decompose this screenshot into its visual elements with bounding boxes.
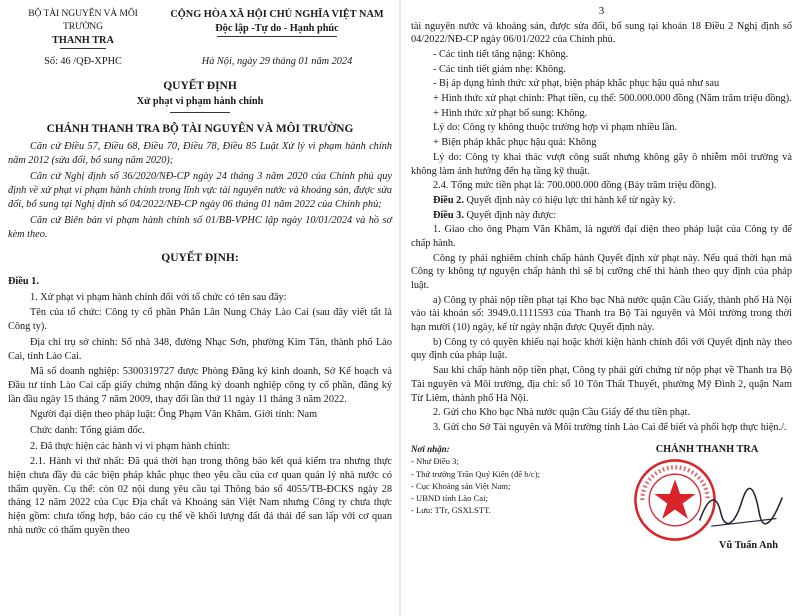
signer-name: Vũ Tuấn Anh xyxy=(719,539,778,551)
recipient-item: - Như Điều 3; xyxy=(411,456,459,467)
paragraph: Người đại diện theo pháp luật: Ông Phạm Văn Khâm. Giới tính: Nam xyxy=(30,409,318,421)
paragraph: 1. Giao cho ông Phạm Văn Khâm, là người đại diện theo pháp luật của Công ty để chấp hành. xyxy=(411,224,792,249)
paragraph: + Hình thức xử phạt chính: Phạt tiền, cụ thể: 500.000.000 đồng (Năm trăm triệu đồng). xyxy=(433,93,792,105)
legal-basis-item: Căn cứ Nghị định số 36/2020/NĐ-CP ngày 24 tháng 3 năm 2020 của Chính phủ quy định về xử phạt vi phạm hành chính trong lĩnh vực tài nguyên nước và khoáng sản, được sửa đổi, bổ sung tại Nghị định số 04/2022/NĐ-CP ngày 06 tháng 01 năm 2022 của Chính phủ; xyxy=(8,171,392,210)
signer-title: CHÁNH THANH TRA xyxy=(655,443,759,455)
legal-basis-item: Căn cứ Biên bản vi phạm hành chính số 01/BB-VPHC lập ngày 10/01/2024 và hồ sơ kèm theo. xyxy=(8,215,392,241)
paragraph: 1. Xử phạt vi phạm hành chính đối với tổ chức có tên sau đây: xyxy=(30,291,287,303)
article-2-text: Quyết định này có hiệu lực thi hành kể từ ngày ký. xyxy=(463,194,676,206)
legal-basis-item: Căn cứ Điều 57, Điều 68, Điều 70, Điều 78, Điều 85 Luật Xử lý vi phạm hành chính năm 2012 (sửa đổi, bổ sung năm 2020); xyxy=(8,141,392,166)
recipients xyxy=(411,443,601,517)
paragraph: - Các tình tiết tăng nặng: Không. xyxy=(433,49,569,60)
paragraph: - Bị áp dụng hình thức xử phạt, biện pháp khắc phục hậu quả như sau xyxy=(433,78,720,90)
page-number: 3 xyxy=(598,5,605,17)
title-rule xyxy=(170,112,230,113)
issuing-authority: CHÁNH THANH TRA BỘ TÀI NGUYÊN VÀ MÔI TRƯỜNG xyxy=(46,122,354,135)
paragraph: a) Công ty phải nộp tiền phạt tại Kho bạc Nhà nước quận Cầu Giấy, thành phố Hà Nội vào tài khoản số: 3949.0.1111593 của Thanh tra Bộ Tài nguyên và Môi trường trong thời hạn mười (10) ngày, kể từ ngày nhận được Quyết định này. xyxy=(411,294,792,334)
handwritten-signature-icon xyxy=(692,483,788,533)
document-header xyxy=(8,8,392,49)
document-date: Hà Nội, ngày 29 tháng 01 năm 2024 xyxy=(201,56,353,68)
paragraph: 3. Gửi cho Sở Tài nguyên và Môi trường tỉnh Lào Cai để biết và phối hợp thực hiện./. xyxy=(433,421,787,433)
document-meta xyxy=(8,55,392,69)
motto-rule xyxy=(217,36,337,37)
paragraph: Mã số doanh nghiệp: 5300319727 được Phòng Đăng ký kinh doanh, Sở Kế hoạch và Đầu tư tỉnh Lào Cai cấp giấy chứng nhận đăng ký doanh nghiệp công ty cổ phần, đăng ký lần đầu ngày 15 tháng 7 năm 2009, thay đổi lần thứ 11 ngày 11 tháng 3 năm 2022. xyxy=(8,366,392,405)
paragraph: Sau khi chấp hành nộp tiền phạt, Công ty phải gửi chứng từ nộp phạt về Thanh tra Bộ Tài nguyên và Môi trường, địa chỉ: số 10 Tôn Thất Thuyết, phường Mỹ Đình 2, quận Nam Từ Liêm, thành phố Hà Nội. xyxy=(411,365,792,404)
paragraph: + Biện pháp khắc phục hậu quả: Không xyxy=(433,137,597,149)
recipient-item: - Thứ trưởng Trần Quý Kiên (để b/c); xyxy=(411,468,540,479)
paragraph: 2. Gửi cho Kho bạc Nhà nước quận Cầu Giấy để thu tiền phạt. xyxy=(433,407,691,419)
article-3-heading: Điều 3. xyxy=(433,209,464,221)
paragraph: Công ty phải nghiêm chỉnh chấp hành Quyết định xử phạt này. Nếu quá thời hạn mà Công ty không tự nguyện chấp hành thì sẽ bị cưỡng chế thi hành theo quy định của pháp luật. xyxy=(411,252,792,291)
paragraph: Tên của tổ chức: Công ty cổ phần Phân Lân Nung Chảy Lào Cai (sau đây viết tắt là Công ty). xyxy=(8,307,392,333)
article-3-text: Quyết định này được: xyxy=(463,209,557,221)
unit-name: THANH TRA xyxy=(52,34,114,46)
penalty-details xyxy=(411,20,792,193)
header-rule xyxy=(60,48,106,49)
national-title xyxy=(162,8,392,49)
recipient-item: - Cục Khoáng sản Việt Nam; xyxy=(411,480,511,491)
article-3-body xyxy=(411,223,792,434)
article-1-body xyxy=(8,291,392,538)
paragraph: + Hình thức xử phạt bổ sung: Không. xyxy=(433,107,588,119)
article-2-heading: Điều 2. xyxy=(433,194,464,206)
paragraph: tài nguyên nước và khoáng sản, được sửa đổi, bổ sung tại khoản 18 Điều 2 Nghị định số 04/2022/NĐ-CP ngày 06/01/2022 của Chính phủ. xyxy=(411,20,792,46)
paragraph: 2.1. Hành vi thứ nhất: Đã quá thời hạn trong thông báo kết quả kiểm tra nhưng thực hiện chưa đầy đủ các biện pháp khắc phục theo yêu cầu của cơ quan quản lý nhà nước có thẩm quyền. Cụ thể: còn 02 nội dung yêu cầu tại Thông báo số 4055/TB-ĐCKS ngày 28 tháng 12 năm 2022 của Cục Địa chất và Khoáng sản Việt Nam nhưng Công ty chưa thực hiện gồm: chưa tổng hợp, báo cáo cụ thể về khối lượng đất đá thải để san lấp với cơ quan nhà nước có thẩm quyền theo xyxy=(8,456,392,536)
paragraph: 2. Đã thực hiện các hành vi vi phạm hành chính: xyxy=(30,440,230,452)
article-3 xyxy=(411,209,792,223)
document-number: Số: 46 /QĐ-XPHC xyxy=(44,56,122,68)
legal-basis xyxy=(8,140,392,242)
country-name: CỘNG HÒA XÃ HỘI CHỦ NGHĨA VIỆT NAM xyxy=(170,9,384,20)
paragraph: Chức danh: Tổng giám đốc. xyxy=(30,424,145,436)
signature-block xyxy=(411,443,792,551)
paragraph: Lý do: Công ty không thuộc trường hợp vi phạm nhiều lần. xyxy=(433,122,678,134)
issuing-agency xyxy=(8,8,158,49)
article-2 xyxy=(411,194,792,208)
paragraph: Lý do: Công ty khai thác vượt công suất nhưng không gây ô nhiễm môi trường và không làm ảnh hưởng đến hạ tầng kỹ thuật. xyxy=(411,151,792,177)
paragraph: b) Công ty có quyền khiếu nại hoặc khởi kiện hành chính đối với Quyết định này theo quy định của pháp luật. xyxy=(411,336,792,362)
recipients-heading: Nơi nhận: xyxy=(411,443,450,454)
paragraph: - Các tình tiết giảm nhẹ: Không. xyxy=(433,63,566,75)
decision-page-3 xyxy=(401,0,800,616)
recipient-item: - UBND tỉnh Lào Cai; xyxy=(411,492,488,503)
ministry-name: BỘ TÀI NGUYÊN VÀ MÔI TRƯỜNG xyxy=(28,8,138,32)
signer xyxy=(622,443,792,551)
paragraph: 2.4. Tổng mức tiền phạt là: 700.000.000 đồng (Bảy trăm triệu đồng). xyxy=(433,180,717,192)
decides-heading: QUYẾT ĐỊNH: xyxy=(161,251,239,264)
document-title: QUYẾT ĐỊNH xyxy=(163,79,237,92)
recipient-item: - Lưu: TTr, GSXLSTT. xyxy=(411,505,491,516)
national-motto: Độc lập -Tự do - Hạnh phúc xyxy=(215,22,339,34)
article-1-heading: Điều 1. xyxy=(8,276,39,288)
document-subtitle: Xử phạt vi phạm hành chính xyxy=(136,96,264,108)
paragraph: Địa chỉ trụ sở chính: Số nhà 348, đường Nhạc Sơn, phường Kim Tân, thành phố Lào Cai, tỉnh Lào Cai. xyxy=(8,336,392,362)
